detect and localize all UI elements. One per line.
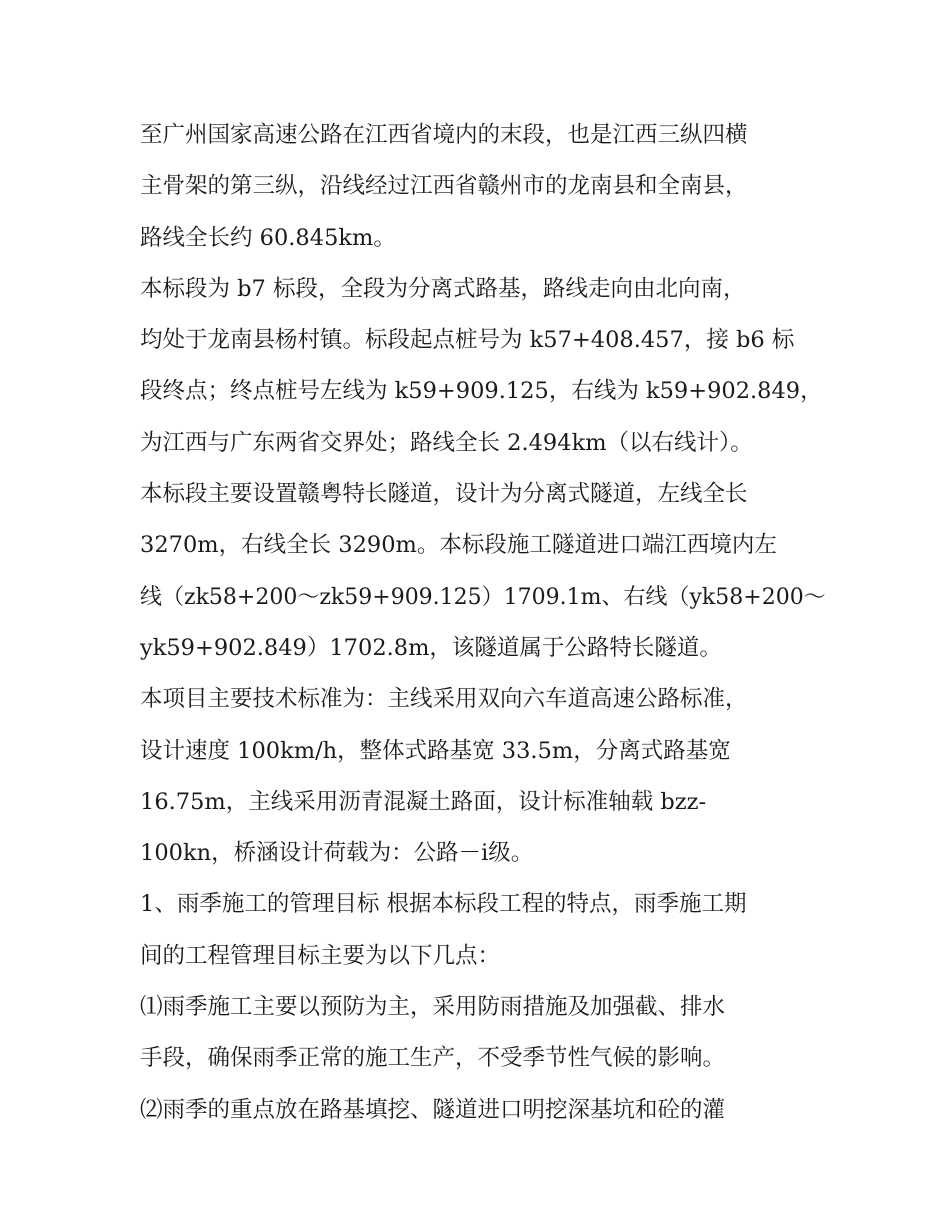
text-line: 手段，确保雨季正常的施工生产，不受季节性气候的影响。: [140, 1045, 726, 1072]
text-line: 本项目主要技术标准为：主线采用双向六车道高速公路标准，: [140, 686, 748, 713]
text-line: 设计速度 100km/h，整体式路基宽 33.5m，分离式路基宽: [140, 737, 731, 764]
text-line: ⑵雨季的重点放在路基填挖、隧道进口明挖深基坑和砼的灌: [140, 1096, 726, 1123]
text-line: 本标段主要设置赣粤特长隧道，设计为分离式隧道，左线全长: [140, 481, 748, 508]
text-line: 主骨架的第三纵，沿线经过江西省赣州市的龙南县和全南县，: [140, 173, 748, 200]
text-line: 路线全长约 60.845km。: [140, 224, 396, 251]
text-line: yk59+902.849）1702.8m，该隧道属于公路特长隧道。: [140, 634, 722, 661]
text-line: 至广州国家高速公路在江西省境内的末段，也是江西三纵四横: [140, 122, 748, 148]
text-line: 本标段为 b7 标段，全段为分离式路基，路线走向由北向南，: [140, 275, 746, 302]
text-line: 间的工程管理目标主要为以下几点：: [140, 942, 501, 969]
body-text: [140, 110, 830, 1136]
text-line: 段终点；终点桩号左线为 k59+909.125，右线为 k59+902.849，: [140, 378, 823, 405]
text-line: 线（zk58+200～zk59+909.125）1709.1m、右线（yk58+200～: [140, 584, 826, 610]
text-line: ⑴雨季施工主要以预防为主，采用防雨措施及加强截、排水: [140, 994, 726, 1021]
text-line: 均处于龙南县杨村镇。标段起点桩号为 k57+408.457，接 b6 标: [140, 327, 795, 354]
text-line: 3270m，右线全长 3290m。本标段施工隧道进口端江西境内左: [140, 532, 777, 559]
text-line: 为江西与广东两省交界处；路线全长 2.494km（以右线计）。: [140, 429, 753, 456]
text-line: 1、雨季施工的管理目标 根据本标段工程的特点，雨季施工期: [140, 891, 747, 918]
text-line: 16.75m，主线采用沥青混凝土路面，设计标准轴载 bzz-: [140, 788, 707, 815]
text-line: 100kn，桥涵设计荷载为：公路－ⅰ级。: [140, 840, 534, 867]
